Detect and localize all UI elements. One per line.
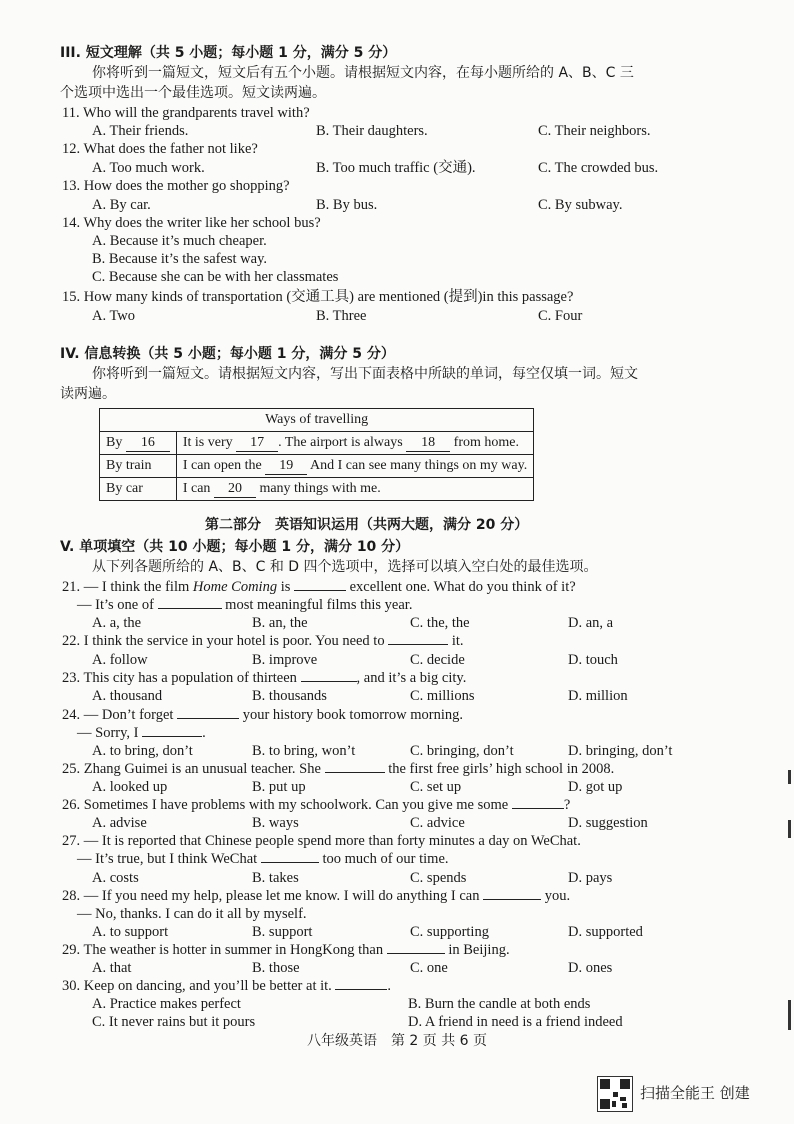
table-row [100,455,534,478]
q23-text2: , and it’s a big city. [356,670,467,686]
page-footer: 八年级英语 第 2 页 共 6 页 [306,1033,488,1049]
q26-text2: ? [563,797,571,813]
row1-text3: from home. [453,434,519,450]
question-29-option-b: B. those [252,960,300,976]
q21-text1: 21. — I think the film [62,579,190,595]
scan-edge-mark [788,770,791,784]
table-cell-description [176,455,533,478]
question-28-option-a: A. to support [92,924,169,940]
row1-text1: It is very [182,434,233,450]
question-30 [62,977,391,995]
question-13: 13. How does the mother go shopping? [62,178,290,194]
q21-text2: is [280,579,291,595]
question-15-option-b: B. Three [316,308,367,324]
question-24-line2 [77,724,206,742]
table-cell-description [176,432,533,455]
section-4-intro-line2: 读两遍。 [60,386,116,402]
q24-blank1[interactable] [177,718,239,719]
question-24-option-b: B. to bring, won’t [252,743,356,759]
question-21-option-d: D. an, a [568,615,614,631]
scan-edge-mark [788,820,791,838]
question-30-option-a: A. Practice makes perfect [92,996,241,1012]
mode-label: By [106,434,123,450]
blank-19[interactable]: 19 [265,458,307,475]
blank-16[interactable]: 16 [126,435,170,452]
question-28-option-d: D. supported [568,924,643,940]
question-26 [62,796,570,814]
question-22-option-c: C. decide [410,652,465,668]
question-14-option-a: A. Because it’s much cheaper. [92,233,267,249]
question-12-option-c: C. The crowded bus. [538,160,659,176]
q24-line2-text: — Sorry, I [77,725,139,741]
q28-blank[interactable] [483,899,541,900]
question-25-option-a: A. looked up [92,779,168,795]
section-3-intro-line2: 个选项中选出一个最佳选项。短文读两遍。 [60,85,326,101]
row2-text2: And I can see many things on my way. [310,457,528,473]
question-29 [62,941,510,959]
q22-text1: 22. I think the service in your hotel is poor. You need to [62,633,385,649]
question-21-option-b: B. an, the [252,615,308,631]
question-28-line2: — No, thanks. I can do it all by myself. [77,906,307,922]
q29-blank[interactable] [387,953,445,954]
question-24-option-d: D. bringing, don’t [568,743,673,759]
q21-blank2[interactable] [158,608,222,609]
question-29-option-c: C. one [410,960,448,976]
blank-20[interactable]: 20 [214,481,256,498]
question-14: 14. Why does the writer like her school bus? [62,215,321,231]
q25-text2: the first free girls’ high school in 2008. [388,761,615,777]
question-11-option-a: A. Their friends. [92,123,189,139]
table-cell-mode: By car [100,478,177,501]
question-13-option-a: A. By car. [92,197,151,213]
question-23-option-a: A. thousand [92,688,163,704]
question-15-option-a: A. Two [92,308,136,324]
question-29-option-a: A. that [92,960,132,976]
table-cell-description [176,478,533,501]
question-21-option-c: C. the, the [410,615,470,631]
question-22 [62,632,464,650]
q28-text2: you. [544,888,571,904]
question-30-option-d: D. A friend in need is a friend indeed [408,1014,623,1030]
section-5-intro: 从下列各题所给的 A、B、C 和 D 四个选项中，选择可以填入空白处的最佳选项。 [92,559,598,575]
scanner-watermark: 扫描全能王 创建 [640,1084,750,1102]
row2-text1: I can open the [182,457,262,473]
q23-blank[interactable] [301,681,357,682]
q21-line2-text2: most meaningful films this year. [225,597,413,613]
q21-film-title: Home Coming [192,579,278,595]
table-cell-mode: By train [100,455,177,478]
question-30-option-b: B. Burn the candle at both ends [408,996,591,1012]
q23-text1: 23. This city has a population of thirteen [62,670,297,686]
question-27-line2 [77,850,449,868]
question-27-option-c: C. spends [410,870,467,886]
question-23-option-d: D. million [568,688,628,704]
q27-line2-text1: — It’s true, but I think WeChat [77,851,258,867]
section-5-header: V. 单项填空（共 10 小题；每小题 1 分，满分 10 分） [60,539,410,555]
question-14-option-b: B. Because it’s the safest way. [92,251,268,267]
question-28 [62,887,570,905]
question-23-option-b: B. thousands [252,688,327,704]
blank-18[interactable]: 18 [406,435,450,452]
part-2-title: 第二部分 英语知识运用（共两大题，满分 20 分） [205,517,529,533]
q29-text2: in Beijing. [448,942,510,958]
question-28-option-b: B. support [252,924,313,940]
question-12: 12. What does the father not like? [62,141,258,157]
question-25 [62,760,614,778]
question-11: 11. Who will the grandparents travel with? [62,105,310,121]
question-11-option-b: B. Their daughters. [316,123,428,139]
q21-blank1[interactable] [294,590,346,591]
question-25-option-b: B. put up [252,779,306,795]
question-21-option-a: A. a, the [92,615,142,631]
question-13-option-c: C. By subway. [538,197,623,213]
question-27-option-d: D. pays [568,870,613,886]
table-title: Ways of travelling [100,409,534,432]
question-26-option-c: C. advice [410,815,465,831]
question-26-option-b: B. ways [252,815,299,831]
question-14-option-c: C. Because she can be with her classmates [92,269,339,285]
question-29-option-d: D. ones [568,960,613,976]
question-28-option-c: C. supporting [410,924,489,940]
question-26-option-a: A. advise [92,815,147,831]
question-25-option-d: D. got up [568,779,623,795]
question-30-option-c: C. It never rains but it pours [92,1014,256,1030]
question-13-option-b: B. By bus. [316,197,378,213]
question-22-option-d: D. touch [568,652,618,668]
q30-text1: 30. Keep on dancing, and you’ll be better at it. [62,978,332,994]
scan-edge-mark [788,1000,791,1030]
q29-text1: 29. The weather is hotter in summer in HongKong than [62,942,384,958]
question-12-option-a: A. Too much work. [92,160,205,176]
section-3-intro-line1: 你将听到一篇短文，短文后有五个小题。请根据短文内容，在每小题所给的 A、B、C 三 [92,65,634,81]
table-row [100,432,534,455]
question-22-option-b: B. improve [252,652,318,668]
q28-text1: 28. — If you need my help, please let me know. I will do anything I can [62,888,480,904]
question-24-option-a: A. to bring, don’t [92,743,193,759]
qr-code-icon [597,1076,633,1112]
question-26-option-d: D. suggestion [568,815,648,831]
question-25-option-c: C. set up [410,779,462,795]
question-23-option-c: C. millions [410,688,475,704]
section-3-header: III. 短文理解（共 5 小题；每小题 1 分，满分 5 分） [60,45,397,61]
q25-text1: 25. Zhang Guimei is an unusual teacher. She [62,761,321,777]
q27-line2-text2: too much of our time. [322,851,449,867]
section-4-intro-line1: 你将听到一篇短文。请根据短文内容，写出下面表格中所缺的单词，每空仅填一词。短文 [92,366,638,382]
section-4-header: IV. 信息转换（共 5 小题；每小题 1 分，满分 5 分） [60,346,395,362]
q30-text2: . [387,978,392,994]
q27-blank[interactable] [261,862,319,863]
q22-text2: it. [451,633,464,649]
question-27-option-a: A. costs [92,870,139,886]
row3-text2: many things with me. [259,480,381,496]
question-24 [62,706,463,724]
question-21-line2 [77,596,412,614]
question-23 [62,669,466,687]
question-27-option-b: B. takes [252,870,299,886]
q25-blank[interactable] [325,772,385,773]
question-27: 27. — It is reported that Chinese people spend more than forty minutes a day on WeChat. [62,833,581,849]
blank-17[interactable]: 17 [236,435,278,452]
table-cell-mode [100,432,177,455]
question-15: 15. How many kinds of transportation (交通工具) are mentioned (提到)in this passage? [62,289,574,305]
table-row [100,478,534,501]
q24-text1: 24. — Don’t forget [62,707,174,723]
question-22-option-a: A. follow [92,652,148,668]
q30-blank[interactable] [335,989,387,990]
q24-text2: your history book tomorrow morning. [242,707,463,723]
row3-text1: I can [182,480,211,496]
question-24-option-c: C. bringing, don’t [410,743,514,759]
ways-of-travelling-table [99,408,534,501]
q26-blank[interactable] [512,808,564,809]
q26-text1: 26. Sometimes I have problems with my schoolwork. Can you give me some [62,797,509,813]
q21-text3: excellent one. What do you think of it? [349,579,576,595]
question-12-option-b: B. Too much traffic (交通). [316,160,476,176]
q22-blank[interactable] [388,644,448,645]
q21-line2-text1: — It’s one of [77,597,154,613]
question-21 [62,578,576,596]
row1-text2: . The airport is always [278,434,403,450]
question-15-option-c: C. Four [538,308,583,324]
q24-blank2[interactable] [142,736,202,737]
q24-line2-end: . [202,725,206,741]
question-11-option-c: C. Their neighbors. [538,123,651,139]
